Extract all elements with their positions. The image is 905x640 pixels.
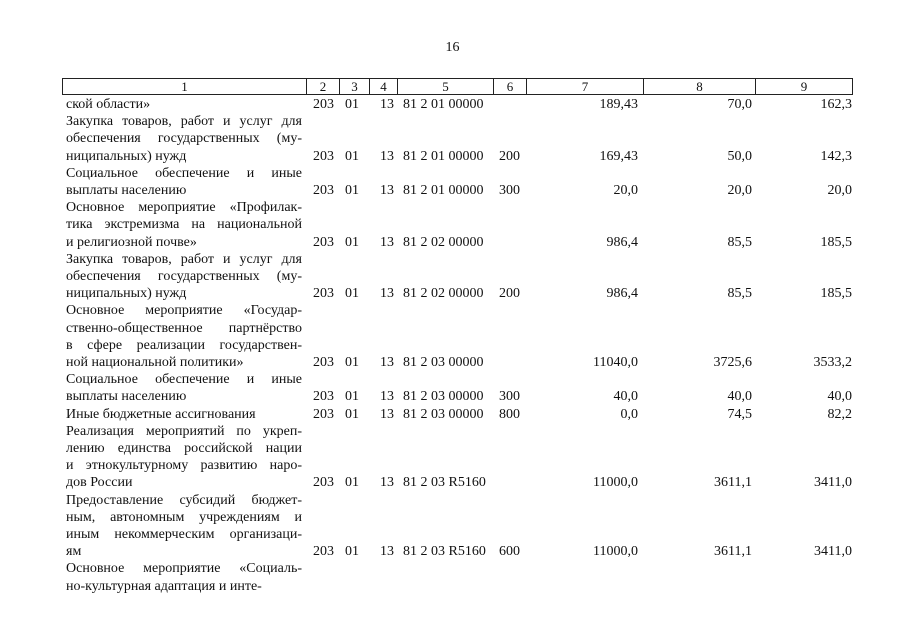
table-body xyxy=(0,96,905,595)
description-line: и религиозной почве» xyxy=(66,234,197,250)
description-line: Закупка товаров, работ и услуг для xyxy=(66,114,302,130)
description-line: Социальное обеспечение и иные xyxy=(66,165,302,181)
table-row xyxy=(0,371,905,405)
header-col-7: 7 xyxy=(526,79,643,94)
cell-c9: 142,3 xyxy=(820,148,852,164)
cell-c5: 81 2 02 00000 xyxy=(403,234,484,250)
cell-c7: 986,4 xyxy=(606,234,638,250)
cell-c8: 3611,1 xyxy=(714,475,752,491)
table-row xyxy=(0,96,905,113)
table-row xyxy=(0,251,905,303)
cell-c2: 203 xyxy=(313,389,334,405)
cell-c2: 203 xyxy=(313,406,334,422)
description-line: в сфере реализации государствен- xyxy=(66,337,302,353)
cell-c9: 3411,0 xyxy=(814,475,852,491)
row-description xyxy=(66,96,302,113)
cell-c8: 74,5 xyxy=(727,406,752,422)
cell-c9: 82,2 xyxy=(827,406,852,422)
header-col-3: 3 xyxy=(339,79,369,94)
cell-c9: 40,0 xyxy=(827,389,852,405)
description-line: выплаты населению xyxy=(66,182,187,198)
cell-c5: 81 2 02 00000 xyxy=(403,286,484,302)
table-row xyxy=(0,302,905,371)
cell-c9: 20,0 xyxy=(827,182,852,198)
cell-c4: 13 xyxy=(380,234,394,250)
table-row xyxy=(0,560,905,594)
description-line: обеспечения государственных (му- xyxy=(66,131,302,147)
cell-c2: 203 xyxy=(313,475,334,491)
table-row xyxy=(0,165,905,199)
cell-c9: 162,3 xyxy=(820,97,852,112)
cell-c7: 11000,0 xyxy=(593,475,638,491)
cell-c8: 3725,6 xyxy=(713,354,752,370)
row-description xyxy=(66,492,302,561)
cell-c6: 600 xyxy=(499,544,520,560)
cell-c8: 40,0 xyxy=(727,389,752,405)
description-line: но-культурная адаптация и инте- xyxy=(66,578,262,594)
description-line: иным некоммерческим организаци- xyxy=(66,526,302,542)
cell-c2: 203 xyxy=(313,182,334,198)
description-line: ным, автономным учреждениям и xyxy=(66,509,302,525)
cell-c7: 986,4 xyxy=(606,286,638,302)
description-line: тика экстремизма на национальной xyxy=(66,217,302,233)
cell-c3: 01 xyxy=(345,354,359,370)
cell-c3: 01 xyxy=(345,97,359,112)
cell-c5: 81 2 01 00000 xyxy=(403,148,484,164)
cell-c8: 3611,1 xyxy=(714,544,752,560)
cell-c2: 203 xyxy=(313,148,334,164)
description-line: ниципальных) нужд xyxy=(66,148,187,164)
cell-c6: 300 xyxy=(499,389,520,405)
row-description xyxy=(66,199,302,251)
row-description xyxy=(66,371,302,405)
cell-c5: 81 2 03 R5160 xyxy=(403,475,486,491)
cell-c3: 01 xyxy=(345,544,359,560)
table-row xyxy=(0,423,905,492)
description-line: обеспечения государственных (му- xyxy=(66,268,302,284)
description-line: Основное мероприятие «Профилак- xyxy=(66,200,302,216)
description-line: Иные бюджетные ассигнования xyxy=(66,406,256,422)
cell-c3: 01 xyxy=(345,286,359,302)
row-description xyxy=(66,113,302,165)
cell-c9: 3411,0 xyxy=(814,544,852,560)
cell-c3: 01 xyxy=(345,475,359,491)
description-line: ям xyxy=(66,544,82,560)
header-col-5: 5 xyxy=(397,79,493,94)
table-row xyxy=(0,492,905,561)
cell-c5: 81 2 03 00000 xyxy=(403,354,484,370)
cell-c5: 81 2 01 00000 xyxy=(403,182,484,198)
cell-c7: 11000,0 xyxy=(593,544,638,560)
row-description xyxy=(66,423,302,492)
cell-c3: 01 xyxy=(345,389,359,405)
row-description xyxy=(66,165,302,199)
row-description xyxy=(66,302,302,371)
cell-c4: 13 xyxy=(380,97,394,112)
cell-c5: 81 2 03 00000 xyxy=(403,406,484,422)
row-description xyxy=(66,251,302,303)
cell-c4: 13 xyxy=(380,286,394,302)
cell-c5: 81 2 03 R5160 xyxy=(403,544,486,560)
header-col-9: 9 xyxy=(755,79,852,94)
page-number: 16 xyxy=(445,40,460,55)
description-line: Реализация мероприятий по укреп- xyxy=(66,423,302,439)
cell-c9: 185,5 xyxy=(820,286,852,302)
cell-c2: 203 xyxy=(313,544,334,560)
cell-c8: 20,0 xyxy=(727,182,752,198)
description-line: ственно-общественное партнёрство xyxy=(66,320,302,336)
cell-c7: 11040,0 xyxy=(593,354,638,370)
cell-c8: 50,0 xyxy=(727,148,752,164)
cell-c6: 300 xyxy=(499,182,520,198)
cell-c4: 13 xyxy=(380,475,394,491)
description-line: Предоставление субсидий бюджет- xyxy=(66,492,302,508)
cell-c6: 200 xyxy=(499,286,520,302)
cell-c6: 800 xyxy=(499,406,520,422)
cell-c3: 01 xyxy=(345,182,359,198)
cell-c4: 13 xyxy=(380,389,394,405)
table-row xyxy=(0,406,905,423)
cell-c3: 01 xyxy=(345,234,359,250)
table-row xyxy=(0,113,905,165)
cell-c9: 3533,2 xyxy=(813,354,852,370)
cell-c2: 203 xyxy=(313,234,334,250)
header-col-8: 8 xyxy=(643,79,755,94)
cell-c6: 200 xyxy=(499,148,520,164)
cell-c5: 81 2 03 00000 xyxy=(403,389,484,405)
cell-c4: 13 xyxy=(380,182,394,198)
header-col-4: 4 xyxy=(369,79,397,94)
cell-c5: 81 2 01 00000 xyxy=(403,97,484,112)
description-line: Закупка товаров, работ и услуг для xyxy=(66,251,302,267)
row-description xyxy=(66,406,302,423)
cell-c3: 01 xyxy=(345,406,359,422)
cell-c9: 185,5 xyxy=(820,234,852,250)
table-row xyxy=(0,199,905,251)
cell-c7: 40,0 xyxy=(613,389,638,405)
cell-c8: 85,5 xyxy=(727,234,752,250)
cell-c3: 01 xyxy=(345,148,359,164)
cell-c2: 203 xyxy=(313,354,334,370)
header-col-2: 2 xyxy=(306,79,339,94)
cell-c4: 13 xyxy=(380,406,394,422)
description-line: Социальное обеспечение и иные xyxy=(66,372,302,388)
cell-c7: 169,43 xyxy=(599,148,638,164)
cell-c7: 189,43 xyxy=(599,97,638,112)
cell-c4: 13 xyxy=(380,148,394,164)
description-line: Основное мероприятие «Социаль- xyxy=(66,561,302,577)
description-line: выплаты населению xyxy=(66,389,187,405)
description-line: ной национальной политики» xyxy=(66,354,244,370)
header-col-1: 1 xyxy=(181,79,188,94)
row-description xyxy=(66,560,302,594)
cell-c2: 203 xyxy=(313,97,334,112)
description-line: и этнокультурному развитию наро- xyxy=(66,458,302,474)
cell-c7: 20,0 xyxy=(613,182,638,198)
description-line: лению единства российской нации xyxy=(66,440,302,456)
description-line: дов России xyxy=(66,475,133,491)
table-header-row xyxy=(62,78,853,95)
cell-c8: 85,5 xyxy=(727,286,752,302)
cell-c2: 203 xyxy=(313,286,334,302)
description-line: Основное мероприятие «Государ- xyxy=(66,303,302,319)
description-line: ской области» xyxy=(66,97,151,112)
cell-c4: 13 xyxy=(380,354,394,370)
cell-c7: 0,0 xyxy=(620,406,638,422)
cell-c8: 70,0 xyxy=(727,97,752,112)
header-col-6: 6 xyxy=(493,79,526,94)
description-line: ниципальных) нужд xyxy=(66,286,187,302)
cell-c4: 13 xyxy=(380,544,394,560)
